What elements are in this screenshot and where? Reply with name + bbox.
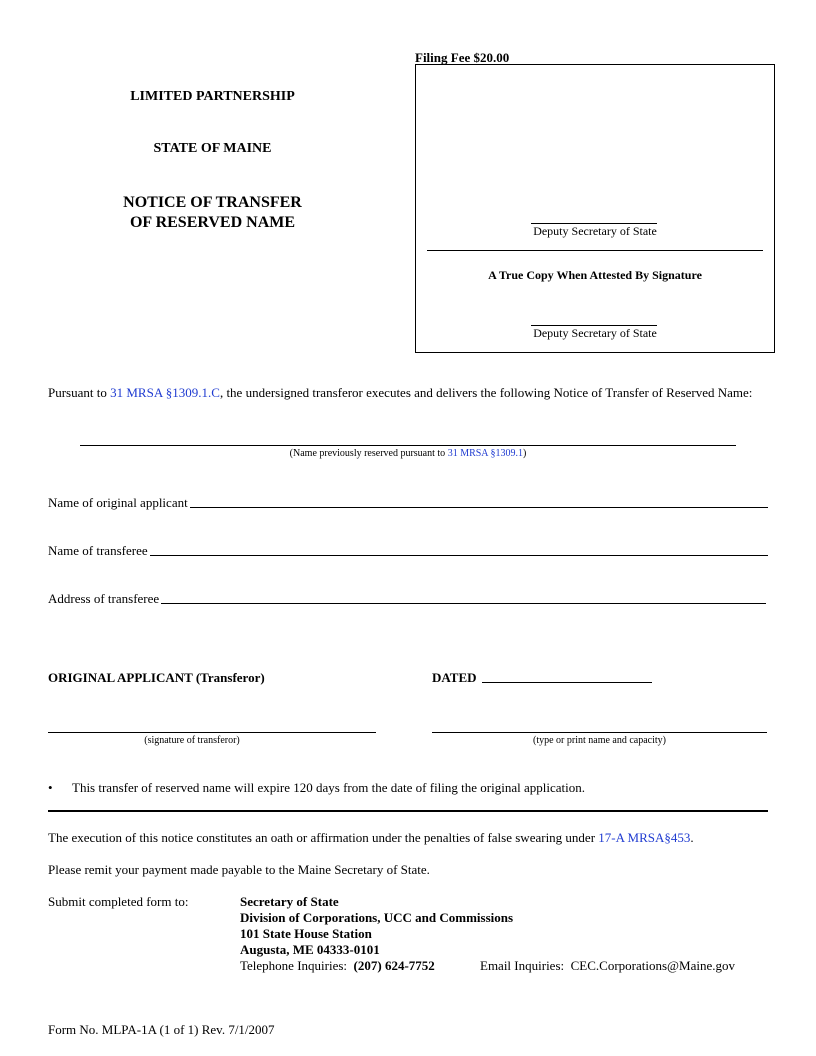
address-row: [48, 591, 766, 607]
email-row: [480, 958, 735, 974]
original-applicant-label: Name of original applicant: [48, 495, 188, 510]
form-title: [100, 193, 325, 233]
filing-fee: Filing Fee $20.00: [415, 50, 510, 65]
true-copy-label: A True Copy When Attested By Signature: [488, 268, 702, 282]
print-name-caption: (type or print name and capacity): [533, 735, 666, 746]
signature-caption: (signature of transferor): [144, 735, 240, 746]
entity-type: LIMITED PARTNERSHIP: [130, 89, 295, 104]
transferee-label: Name of transferee: [48, 543, 148, 558]
phone-label: Telephone Inquiries:: [240, 958, 348, 973]
oath-prefix: The execution of this notice constitutes an oath or affirmation under the penalties of false swearing under: [48, 830, 599, 845]
box-divider: [427, 250, 763, 251]
submit-line-1: Secretary of State: [240, 894, 339, 909]
submit-line-3: 101 State House Station: [240, 926, 372, 941]
intro-paragraph: [48, 385, 773, 401]
statute-link-453[interactable]: 17-A MRSA§453: [598, 830, 691, 845]
statute-link-1309-1-c[interactable]: 31 MRSA §1309.1.C: [110, 385, 220, 400]
dated-row: [432, 670, 652, 686]
transferee-field[interactable]: [150, 555, 768, 556]
transferee-row: [48, 543, 768, 559]
deputy-label-2: Deputy Secretary of State: [533, 326, 657, 340]
transferor-signature-field[interactable]: [48, 732, 376, 733]
submit-line-2: Division of Corporations, UCC and Commissions: [240, 910, 514, 925]
oath-suffix: .: [690, 830, 694, 845]
expiry-note: This transfer of reserved name will expire 120 days from the date of filing the original application.: [72, 780, 585, 795]
original-applicant-heading: ORIGINAL APPLICANT (Transferor): [48, 670, 265, 685]
email-label: Email Inquiries:: [480, 958, 565, 973]
section-divider: [48, 810, 768, 812]
reserved-name-field[interactable]: [80, 445, 736, 446]
deputy-label-1: Deputy Secretary of State: [533, 224, 657, 238]
state-name: STATE OF MAINE: [153, 141, 272, 156]
reserved-caption-prefix: (Name previously reserved pursuant to: [289, 448, 448, 459]
submit-address: [240, 894, 513, 958]
original-applicant-row: [48, 495, 768, 511]
email-address[interactable]: CEC.Corporations@Maine.gov: [570, 958, 735, 973]
phone-number: (207) 624-7752: [353, 958, 435, 973]
dated-field[interactable]: [482, 682, 652, 683]
reserved-name-caption: [80, 448, 736, 459]
original-applicant-field[interactable]: [190, 507, 768, 508]
filing-box: [415, 64, 775, 353]
statute-link-1309-1[interactable]: 31 MRSA §1309.1: [447, 448, 523, 459]
submit-line-4: Augusta, ME 04333-0101: [240, 942, 380, 957]
phone-row: [240, 958, 435, 974]
oath-paragraph: [48, 830, 773, 846]
form-title-line2: OF RESERVED NAME: [129, 214, 296, 231]
intro-suffix: , the undersigned transferor executes and delivers the following Notice of Transfer of Reserved Name:: [219, 385, 753, 400]
payment-note: Please remit your payment made payable to the Maine Secretary of State.: [48, 862, 430, 877]
submit-label: Submit completed form to:: [48, 894, 189, 909]
dated-label: DATED: [432, 670, 477, 685]
form-title-line1: NOTICE OF TRANSFER: [123, 194, 302, 211]
reserved-caption-suffix: ): [522, 448, 527, 459]
intro-prefix: Pursuant to: [48, 385, 111, 400]
print-name-field[interactable]: [432, 732, 767, 733]
bullet-symbol: •: [48, 780, 53, 795]
address-label: Address of transferee: [48, 591, 160, 606]
form-number: Form No. MLPA-1A (1 of 1) Rev. 7/1/2007: [48, 1022, 275, 1037]
address-field[interactable]: [161, 603, 766, 604]
